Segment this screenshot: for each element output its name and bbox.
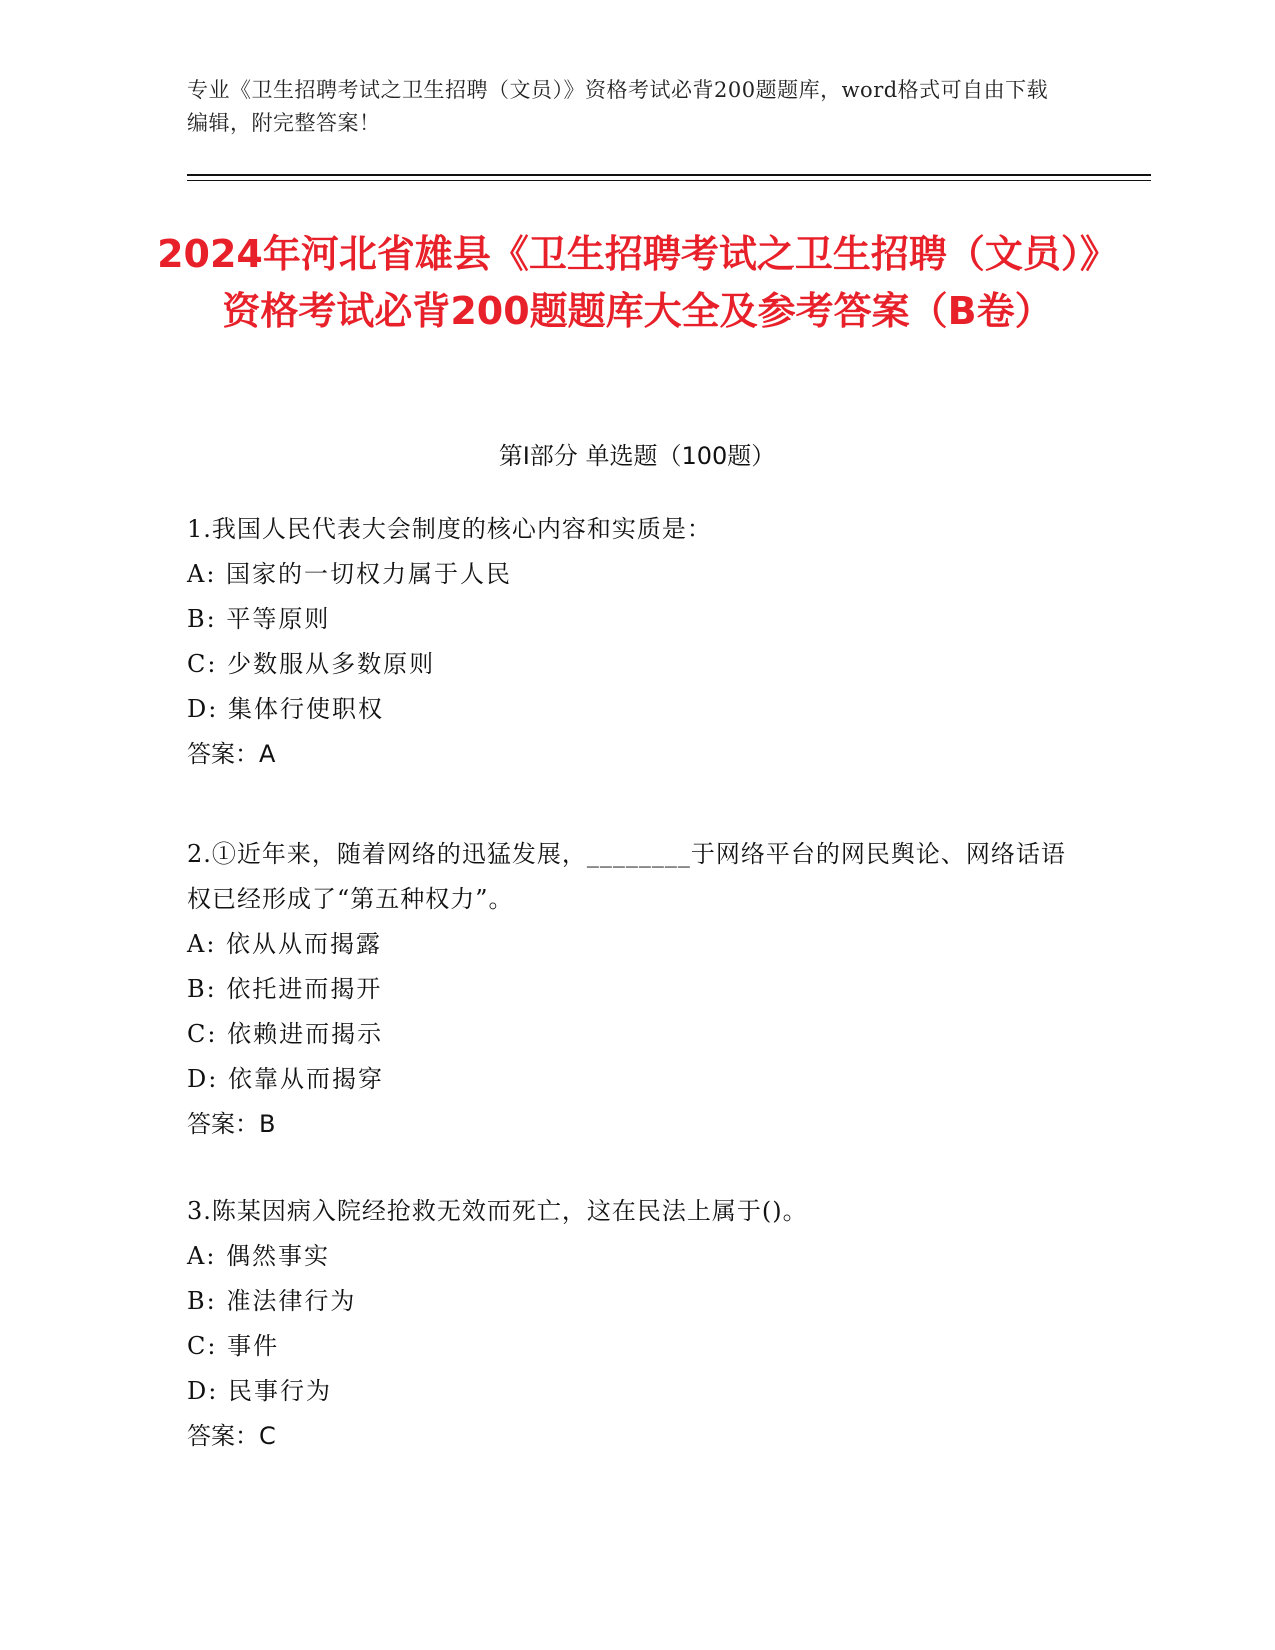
answer-label: 答案：B bbox=[187, 1110, 276, 1138]
question-3 bbox=[187, 1189, 1087, 1459]
option-c: C: 少数服从多数原则 bbox=[187, 650, 436, 678]
header-rule-thin bbox=[187, 180, 1151, 181]
option-b: B: 准法律行为 bbox=[187, 1287, 357, 1315]
question-stem: 3.陈某因病入院经抢救无效而死亡，这在民法上属于()。 bbox=[187, 1197, 808, 1225]
header-rule-thick bbox=[187, 174, 1151, 176]
option-d: D: 依靠从而揭穿 bbox=[187, 1065, 384, 1093]
header-note: 专业《卫生招聘考试之卫生招聘（文员）》资格考试必背200题题库，word格式可自由下载编辑，附完整答案！ bbox=[187, 78, 1049, 135]
option-c: C: 依赖进而揭示 bbox=[187, 1020, 384, 1048]
answer-label: 答案：C bbox=[187, 1422, 276, 1450]
question-2 bbox=[187, 832, 1087, 1147]
option-d: D: 集体行使职权 bbox=[187, 695, 384, 723]
option-b: B: 平等原则 bbox=[187, 605, 331, 633]
option-b: B: 依托进而揭开 bbox=[187, 975, 383, 1003]
question-1 bbox=[187, 507, 1087, 777]
option-a: A: 国家的一切权力属于人民 bbox=[187, 560, 513, 588]
option-a: A: 依从从而揭露 bbox=[187, 930, 383, 958]
question-stem: 1.我国人民代表大会制度的核心内容和实质是： bbox=[187, 515, 712, 543]
question-stem: 2.①近年来，随着网络的迅猛发展，________于网络平台的网民舆论、网络话语权已经形成了“第五种权力”。 bbox=[187, 840, 1066, 913]
document-title: 2024年河北省雄县《卫生招聘考试之卫生招聘（文员）》资格考试必背200题题库大全及参考答案（B卷） bbox=[157, 232, 1118, 333]
answer-label: 答案：A bbox=[187, 740, 276, 768]
section-title: 第Ⅰ部分 单选题（100题） bbox=[498, 442, 776, 470]
option-d: D: 民事行为 bbox=[187, 1377, 332, 1405]
option-a: A: 偶然事实 bbox=[187, 1242, 331, 1270]
option-c: C: 事件 bbox=[187, 1332, 280, 1360]
